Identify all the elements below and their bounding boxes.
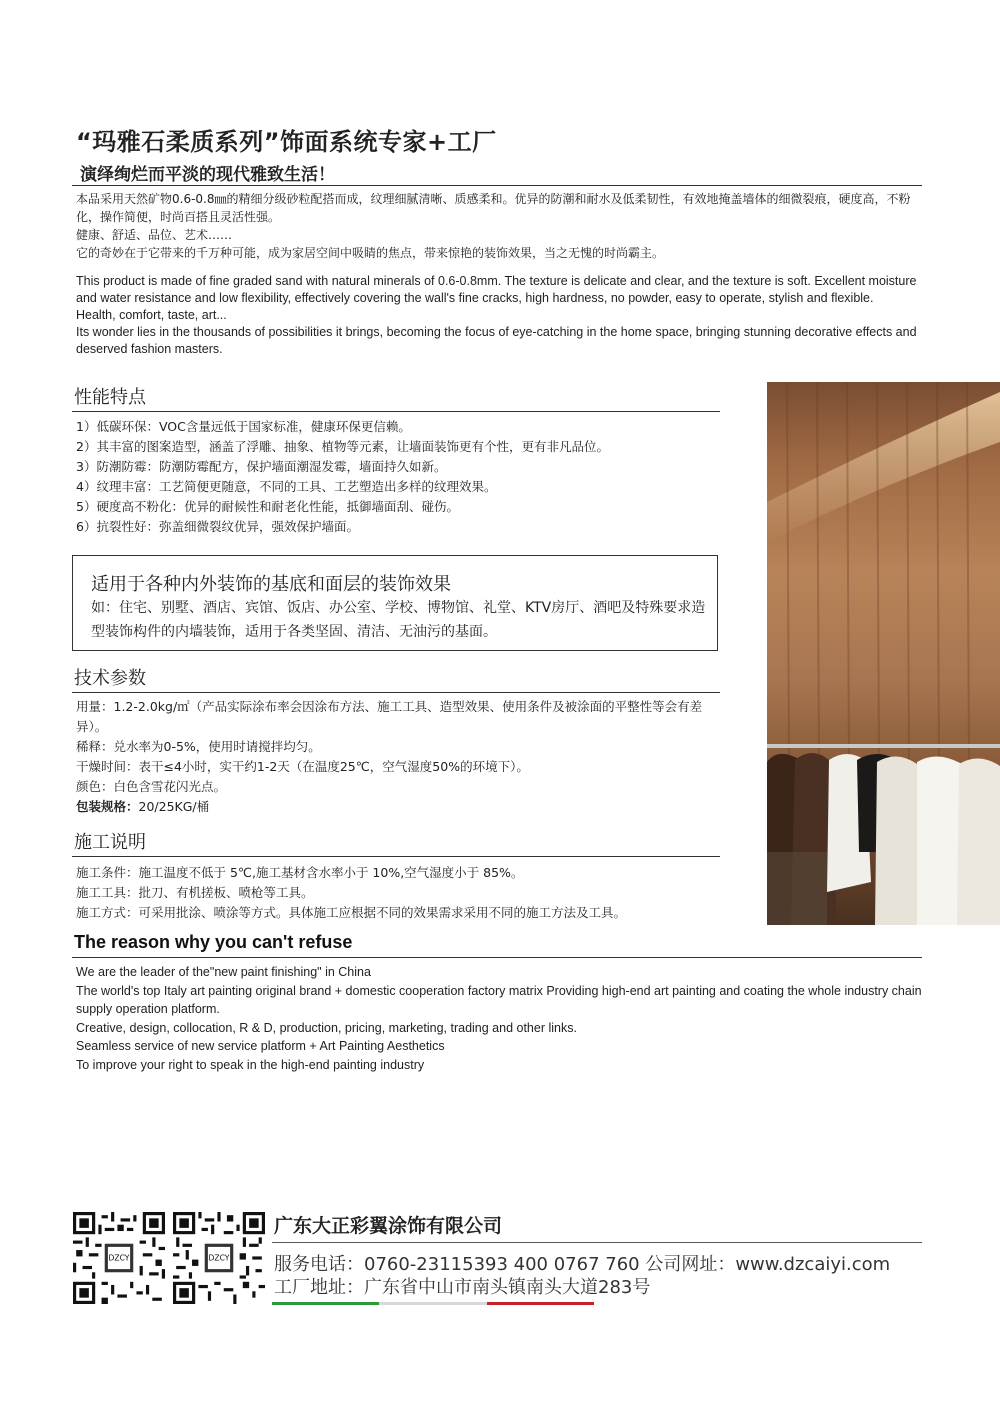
tech-heading: 技术参数 (74, 668, 146, 689)
application-body: 如：住宅、别墅、酒店、宾馆、饭店、办公室、学校、博物馆、礼堂、KTV房厅、酒吧及特殊要求造型装饰构件的内墙装饰，适用于各类坚固、清洁、无油污的基面。 (91, 600, 706, 640)
intro-en (76, 273, 926, 358)
reason-item: The world's top Italy art painting original brand + domestic cooperation factory matrix Providing high-end art painting and coating the whole industry chain supply operation platform. (76, 983, 922, 1016)
intro-cn-paragraph: 本品采用天然矿物0.6-0.8㎜的精细分级砂粒配搭而成，纹理细腻清晰、质感柔和。优异的防潮和耐水及低柔韧性，有效地掩盖墙体的细微裂痕，硬度高，不粉化，操作简便，时尚百搭且灵活性强。 (76, 192, 911, 224)
contact-info: 服务电话：0760-23115393 400 0767 760 公司网址：www.dzcaiyi.com (274, 1254, 891, 1275)
wardrobe-illustration (767, 382, 1000, 925)
construction-item: 施工工具：批刀、有机搓板、喷枪等工具。 (76, 885, 314, 900)
qr-logo-text: DZCY (108, 1253, 130, 1263)
feature-item: 4）纹理丰富：工艺简便更随意，不同的工具、工艺塑造出多样的纹理效果。 (76, 479, 497, 494)
tech-item: 用量：1.2-2.0kg/㎡（产品实际涂布率会因涂布方法、施工工具、造型效果、使用条件及被涂面的平整性等会有差异）。 (76, 699, 703, 734)
stripe-white (379, 1302, 487, 1305)
page-subtitle: 演绎绚烂而平淡的现代雅致生活！ (80, 165, 335, 185)
pack-value: 20/25KG/桶 (138, 799, 210, 814)
reason-list (76, 963, 926, 1074)
feature-item: 5）硬度高不粉化：优异的耐候性和耐老化性能，抵御墙面刮、碰伤。 (76, 499, 459, 514)
application-box (72, 555, 718, 651)
construction-heading: 施工说明 (74, 832, 146, 853)
divider (72, 856, 720, 857)
feature-item: 1）低碳环保：VOC含量远低于国家标准，健康环保更信赖。 (76, 419, 411, 434)
feature-item: 6）抗裂性好：弥盖细微裂纹优异，强效保护墙面。 (76, 519, 359, 534)
pack-label: 包装规格： (76, 799, 139, 814)
divider (72, 411, 720, 412)
construction-list (76, 863, 724, 923)
intro-cn (76, 190, 926, 262)
divider (72, 692, 720, 693)
divider (72, 185, 922, 186)
interior-photo (767, 382, 1000, 925)
reason-item: To improve your right to speak in the high-end painting industry (76, 1057, 425, 1072)
reason-item: We are the leader of the"new paint finishing" in China (76, 965, 371, 979)
tech-item: 稀释：兑水率为0-5%，使用时请搅拌均匀。 (76, 739, 321, 754)
stripe-green (272, 1302, 379, 1305)
company-name: 广东大正彩翼涂饰有限公司 (274, 1215, 503, 1237)
reason-item: Creative, design, collocation, R & D, production, pricing, marketing, trading and other links. (76, 1020, 577, 1035)
intro-en-paragraph: Its wonder lies in the thousands of possibilities it brings, becoming the focus of eye-catching in the home space, bringing stunning decorative effects and deserved fashion masters. (76, 325, 917, 356)
qr-code-1 (72, 1212, 166, 1304)
factory-address: 工厂地址：广东省中山市南头镇南头大道283号 (274, 1277, 651, 1298)
divider (72, 957, 922, 958)
features-list (76, 417, 726, 537)
tech-item: 颜色：白色含雪花闪光点。 (76, 779, 227, 794)
intro-en-paragraph: This product is made of fine graded sand with natural minerals of 0.6-0.8mm. The texture is delicate and clear, and the texture is soft. Excellent moisture and water resistance and low flexibility, effectively covering the wall's fine cracks, high hardness, no powder, easy to operate, stylish and flexible. (76, 274, 917, 305)
page-title: “玛雅石柔质系列”饰面系统专家+工厂 (76, 128, 497, 156)
qr-logo-text: DZCY (208, 1253, 230, 1263)
divider (272, 1242, 922, 1243)
stripe-red (487, 1302, 594, 1305)
tech-item: 干燥时间：表干≤4小时，实干约1-2天（在温度25℃，空气湿度50%的环境下）。 (76, 759, 529, 774)
feature-item: 3）防潮防霉：防潮防霉配方，保护墙面潮湿发霉，墙面持久如新。 (76, 459, 447, 474)
intro-cn-paragraph: 它的奇妙在于它带来的千万种可能，成为家居空间中吸睛的焦点，带来惊艳的装饰效果，当之无愧的时尚霸主。 (76, 246, 665, 260)
feature-item: 2）其丰富的图案造型，涵盖了浮雕、抽象、植物等元素，让墙面装饰更有个性，更有非凡品位。 (76, 439, 609, 454)
application-heading: 适用于各种内外装饰的基底和面层的装饰效果 (91, 574, 451, 595)
qr-code-2 (172, 1212, 266, 1304)
flag-stripe (272, 1302, 594, 1305)
construction-item: 施工条件：施工温度不低于 5℃,施工基材含水率小于 10%,空气湿度小于 85%。 (76, 865, 524, 880)
construction-item: 施工方式：可采用批涂、喷涂等方式。具体施工应根据不同的效果需求采用不同的施工方法及工具。 (76, 905, 627, 920)
reason-item: Seamless service of new service platform + Art Painting Aesthetics (76, 1039, 445, 1053)
tech-pack (76, 797, 724, 817)
tech-list (76, 697, 724, 817)
reason-heading: The reason why you can't refuse (74, 932, 353, 952)
features-heading: 性能特点 (74, 387, 146, 408)
intro-en-paragraph: Health, comfort, taste, art... (76, 308, 227, 322)
intro-cn-paragraph: 健康、舒适、品位、艺术…… (76, 228, 233, 242)
